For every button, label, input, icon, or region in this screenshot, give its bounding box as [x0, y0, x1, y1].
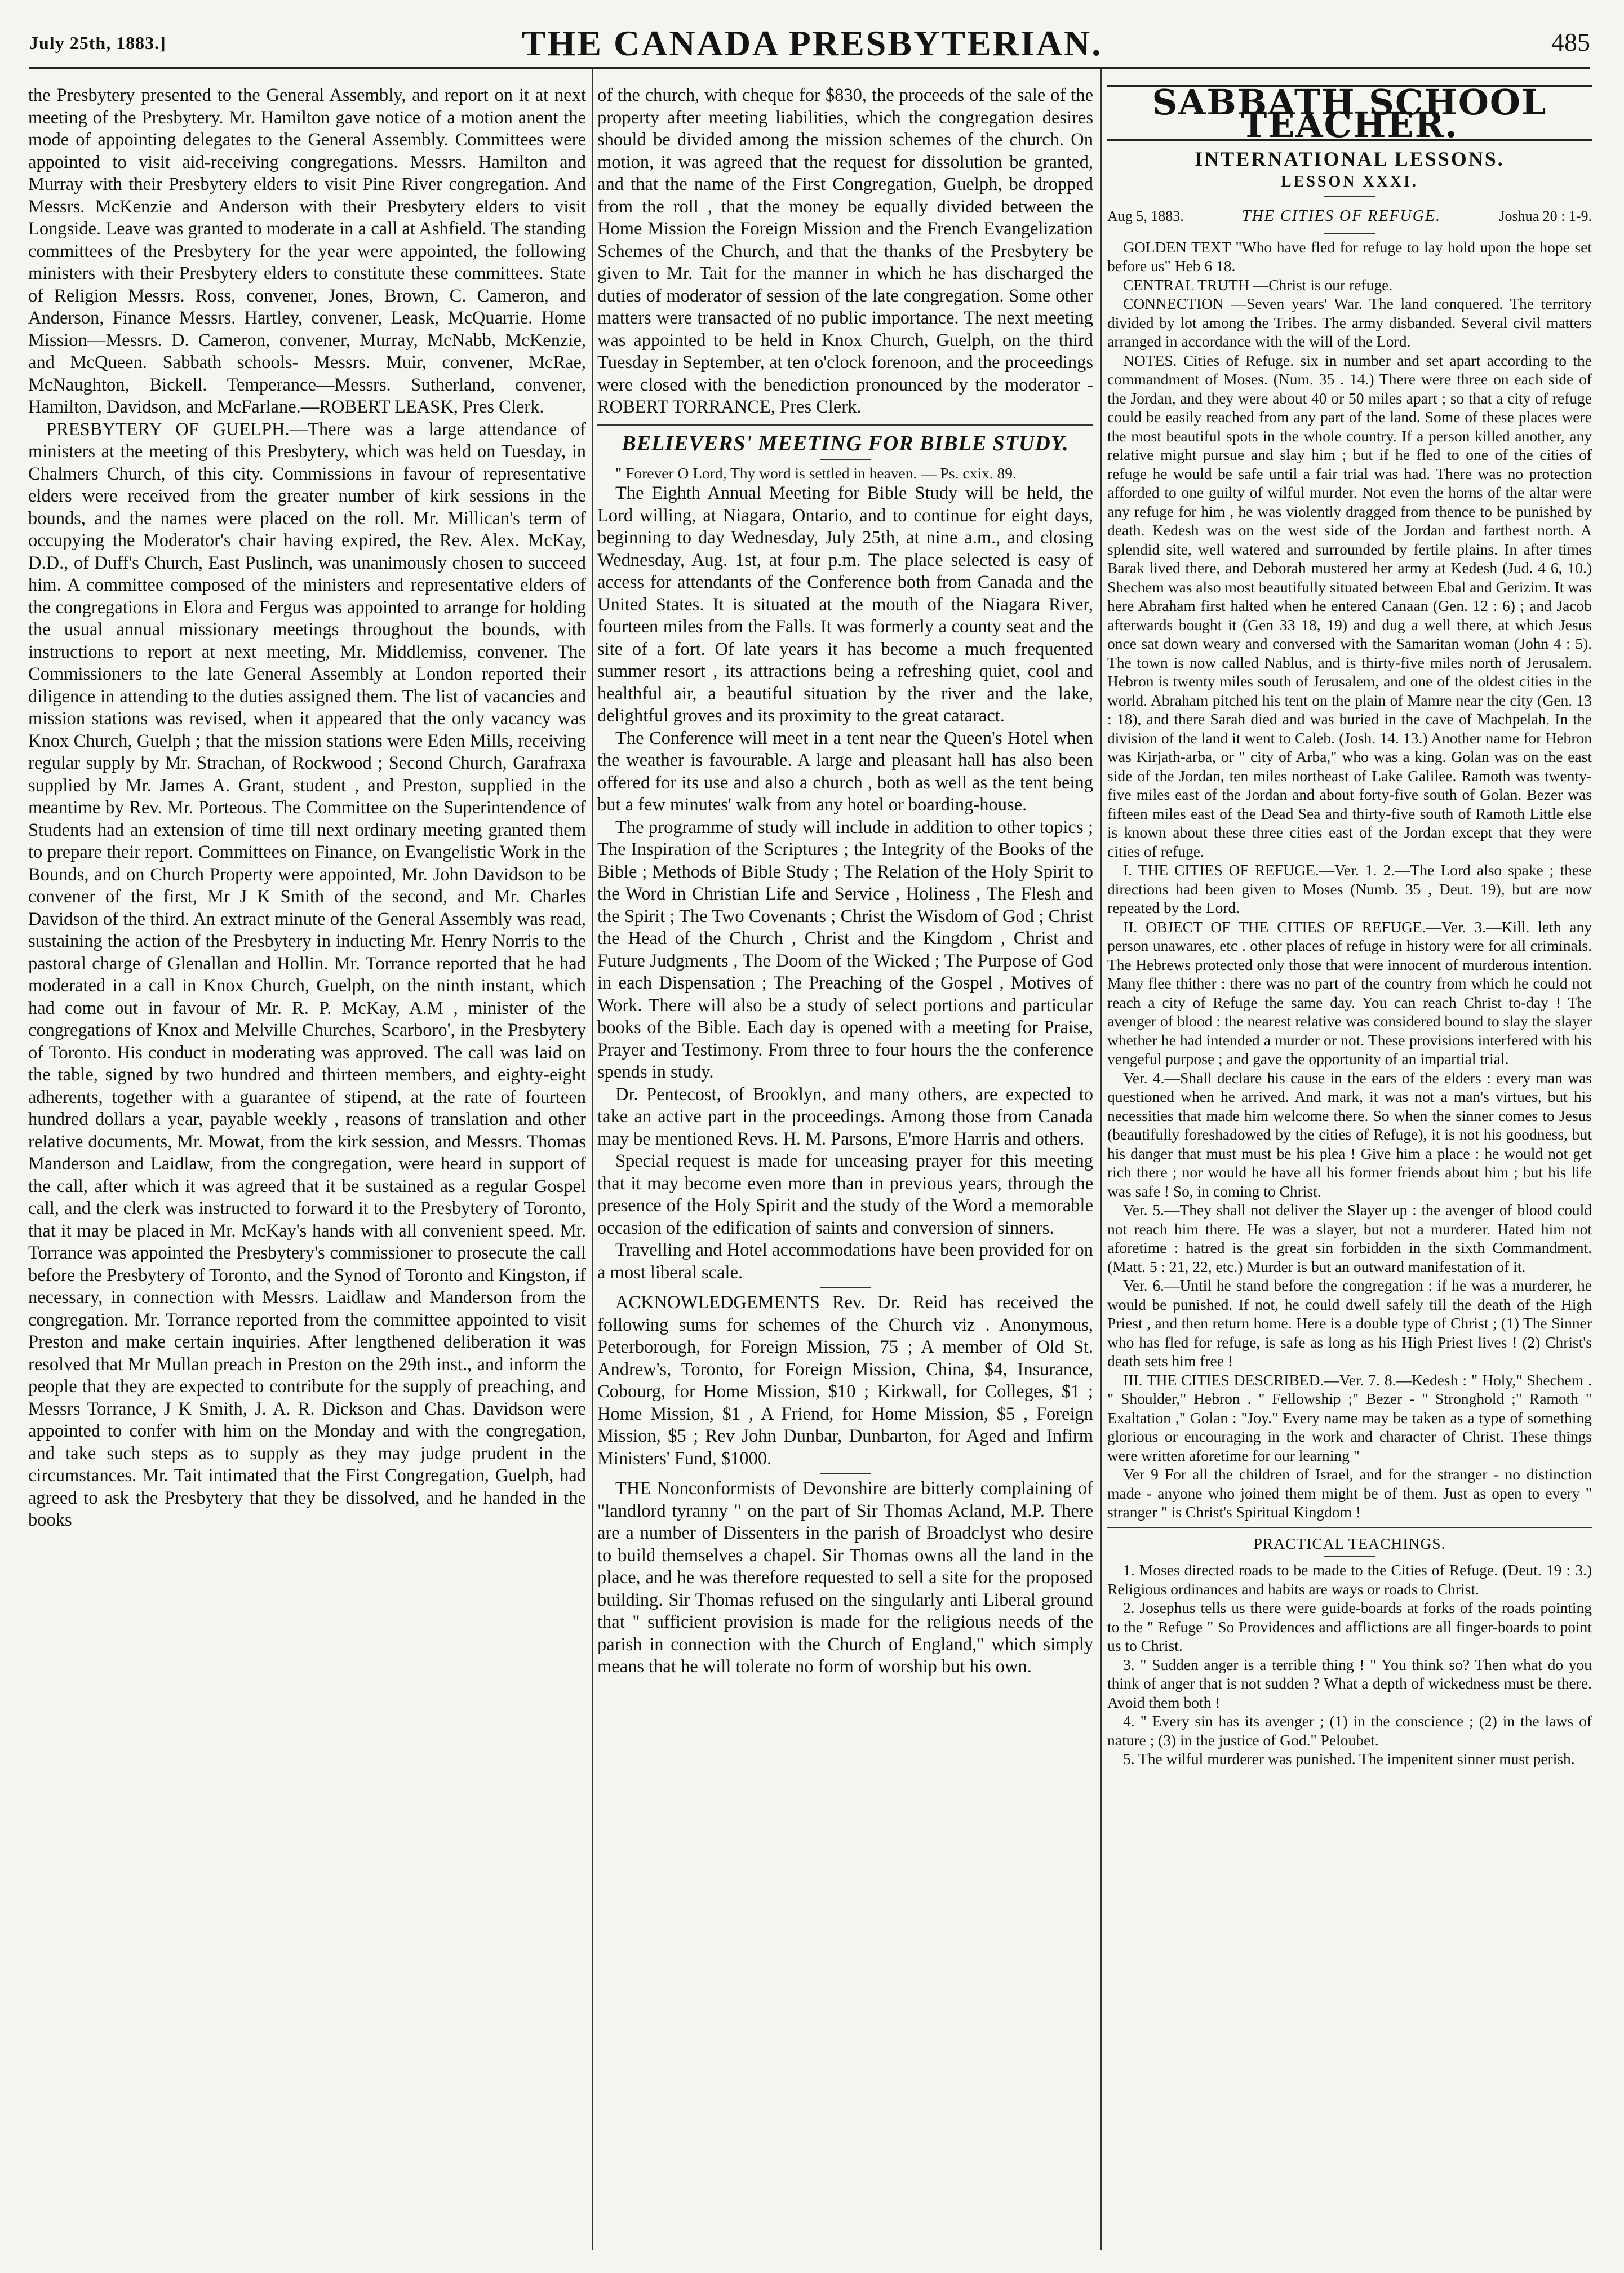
column-left	[28, 85, 586, 2239]
divider	[820, 459, 871, 460]
divider	[1324, 196, 1375, 197]
presbytery-paragraph: the Presbytery presented to the General Assembly, and report on it at next meeting of the Presbytery. Mr. Hamilton gave notice of a motion anent the mode of appointing delegates to the General Assembly. Committees were appointed to visit aid-receiving congregations. Messrs. Hamilton and Murray with their Presbytery elders to visit Pine River congregation. And Messrs. McKenzie and Anderson with their Presbytery elders to visit Longside. Leave was granted to moderate in a call at Ashfield. The standing committees of the Presbytery for the year were appointed, the following ministers with their Presbytery elders to constitute these committees. State of Religion Messrs. Ross, convener, Jones, Brown, C. Cameron, and Anderson, Finance Messrs. Hartley, convener, Leask, McQuarrie. Home Mission—Messrs. D. Cameron, convener, Murray, McNabb, McKenzie, and McQueen. Sabbath schools- Messrs. Muir, convener, McRae, McNaughton, Bickell. Temperance—Messrs. Sutherland, convener, Hamilton, Davidson, and McFarlane.—ROBERT LEASK, Pres Clerk.	[28, 85, 586, 417]
column-divider	[1100, 69, 1102, 2250]
article-paragraph: The Conference will meet in a tent near the Queen's Hotel when the weather is favourable. A large and pleasant hall has also been offered for its use and also a church , both as well as the tent being but a few minutes' walk from any hotel or boarding-house.	[597, 728, 1093, 815]
page-header	[0, 0, 1624, 68]
continued-paragraph: of the church, with cheque for $830, the proceeds of the sale of the property after meeting liabilities, which the congregation desires should be divided among the mission schemes of the church. On motion, it was agreed that the request for dissolution be granted, and that the name of the First Congregation, Guelph, be dropped from the roll , that the money be equally divided between the Home Mission the Foreign Mission and the French Evangelization Schemes of the Church, and that the thanks of the Presbytery be given to Mr. Tait for the manner in which he has discharged the duties of moderator of session of the late congregation. Some other matters were transacted of no public importance. The next meeting was appointed to be held in Knox Church, Guelph, on the third Tuesday in September, at ten o'clock forenoon, and the proceedings were closed with the benediction pronounced by the moderator - ROBERT TORRANCE, Pres Clerk.	[597, 85, 1093, 417]
central-truth: CENTRAL TRUTH —Christ is our refuge.	[1123, 276, 1393, 294]
divider	[1324, 1556, 1375, 1557]
lesson-number: LESSON XXXI.	[1280, 172, 1419, 190]
article-paragraph: Travelling and Hotel accommodations have been provided for on a most liberal scale.	[597, 1240, 1093, 1283]
lesson-paragraph: NOTES. Cities of Refuge. six in number and set apart according to the commandment of Moses. (Num. 35 . 14.) There were three on each side of the Jordan, and they were about 40 or 50 miles apart ; so that a city of refuge could be easily reached from any part of the land. Some of these places were the most beautiful spots in the whole country. If a person killed another, any relative might pursue and slay him ; but if he fled to one of the cities of refuge he would be safe until a fair trial was had. There was no protection afforded to one guilty of wilful murder. Not even the horns of the altar were any refuge for him , he was violently dragged from thence to be punished by death. Kedesh was on the west side of the Jordan and farthest north. A splendid site, well watered and surrounded by fertile plains. In after times Barak lived there, and Deborah mustered her army at Kedesh (Jud. 4 6, 10.) Shechem was also most beautifully situated between Ebal and Gerizim. It was here Abraham first halted when he entered Canaan (Gen. 12 : 6) ; and Jacob afterwards bought it (Gen 33 18, 19) and dug a well there, at which Jesus once sat down weary and conversed with the Samaritan woman (John 4 : 5). The town is now called Nablus, and is thirty-five miles north of Jerusalem. Hebron is twenty miles south of Jerusalem, and one of the oldest cities in the world. Abraham pitched his tent on the plain of Mamre near the city (Gen. 13 : 18), and there Sarah died and was buried in the cave of Machpelah. In the division of the land it went to Caleb. (Josh. 14. 13.) Another name for Hebron was Kirjath-arba, or " city of Arba," who was a king. Golan was on the east side of the Jordan, ten miles northeast of Lake Galilee. Ramoth was twenty-five miles east of the Jordan and about forty-five south of Golan. Bezer was fifteen miles east of the Dead Sea and thirty-five south of Ramoth Little else is known about these three cities east of the Jordan except that they were cities of refuge.	[1107, 351, 1592, 860]
issue-date: July 25th, 1883.]	[29, 33, 166, 53]
article-paragraph: Special request is made for unceasing prayer for this meeting that it may become even more than in previous years, through the presence of the Holy Spirit and the study of the Word a memorable occasion of the edification of saints and conversion of sinners.	[597, 1151, 1093, 1238]
divider	[820, 1287, 871, 1288]
lesson-paragraph: Ver. 4.—Shall declare his cause in the ears of the elders : every man was questioned when he arrived. And mark, it was not a man's virtues, but his necessities that made him welcome there. So when the sinner comes to Jesus (beautifully foreshadowed by the cities of Refuge), it is not his goodness, but his danger that must must be his plea ! Give him a place : he would not get rich there ; nor would he have all his former friends about him ; but his life was safe ! So, in coming to Christ.	[1107, 1069, 1592, 1200]
practical-item: 5. The wilful murderer was punished. The impenitent sinner must perish.	[1123, 1750, 1575, 1767]
golden-text: GOLDEN TEXT "Who have fled for refuge to lay hold upon the hope set before us" Heb 6 18.	[1107, 238, 1592, 274]
practical-item: 4. " Every sin has its avenger ; (1) in the conscience ; (2) in the laws of nature ; (3) in the justice of God." Peloubet.	[1107, 1712, 1592, 1749]
divider	[820, 1473, 871, 1474]
header-rule	[29, 67, 1590, 69]
divider	[1107, 1527, 1592, 1528]
practical-item: 2. Josephus tells us there were guide-boards at forks of the roads pointing to the " Refuge " So Providences and afflictions are all finger-boards to point us to Christ.	[1107, 1599, 1592, 1654]
lesson-title-row	[1107, 205, 1592, 228]
divider	[1324, 233, 1375, 234]
nonconformists-paragraph: THE Nonconformists of Devonshire are bitterly complaining of "landlord tyranny " on the part of Sir Thomas Acland, M.P. There are a number of Dissenters in the parish of Broadclyst who desire to build themselves a chapel. Sir Thomas owns all the land in the place, and he was therefore requested to sell a site for the proposed building. Sir Thomas refused on the singularly anti Liberal ground that " sufficient provision is made for the religious needs of the parish in connection with the Church of England," which simply means that he will tolerate no form of worship but his own.	[597, 1478, 1093, 1677]
lesson-paragraph: Ver 9 For all the children of Israel, and for the stranger - no distinction made - anyone who joined them might be of them. Just as open to every " stranger " is Christ's Spiritual Kingdom !	[1107, 1465, 1592, 1521]
lesson-paragraph: I. THE CITIES OF REFUGE.—Ver. 1. 2.—The Lord also spake ; these directions had been given to Moses (Numb. 35 , Deut. 19), but are now repeated by the Lord.	[1107, 861, 1592, 916]
column-divider	[592, 69, 593, 2250]
practical-heading: PRACTICAL TEACHINGS.	[1253, 1534, 1446, 1552]
page-number: 485	[1551, 28, 1590, 56]
lesson-paragraph: III. THE CITIES DESCRIBED.—Ver. 7. 8.—Kedesh : " Holy," Shechem . " Shoulder," Hebron . " Fellowship ;" Bezer - " Stronghold ;" Ramoth " Exaltation ," Golan : "Joy." Every name may be taken as a type of something glorious or encouraging in the work and character of Christ. These things were written aforetime for our learning "	[1107, 1371, 1592, 1464]
lessons-heading: INTERNATIONAL LESSONS.	[1195, 148, 1505, 170]
lesson-paragraph: Ver. 6.—Until he stand before the congregation : if he was a murderer, he would be punished. If not, he could dwell safely till the death of the High Priest , and then return home. Here is a double type of Christ ; (1) The Sinner who has fled for refuge, is safe as long as his High Priest lives ! (2) Christ's death sets him free !	[1107, 1277, 1592, 1370]
divider	[597, 424, 1093, 426]
article-paragraph: The programme of study will include in addition to other topics ; The Inspiration of the Scriptures ; the Integrity of the Books of the Bible ; Methods of Bible Study ; The Relation of the Holy Spirit to the Word in Christian Life and Service , Holiness , The Flesh and the Spirit ; The Two Covenants ; Christ the Wisdom of God ; Christ the Head of the Church , Christ and the Kingdom , Christ and Future Judgments , The Doom of the Wicked ; The Purpose of God in each Dispensation ; The Preaching of the Gospel , Motives of Work. There will also be a study of select portions and particular books of the Bible. Each day is opened with a meeting for Praise, Prayer and Testimony. From three to four hours the the conference spends in study.	[597, 817, 1093, 1082]
article-paragraph: The Eighth Annual Meeting for Bible Study will be held, the Lord willing, at Niagara, Ontario, and to continue for eight days, beginning to day Wednesday, July 25th, at nine a.m., and closing Wednesday, Aug. 1st, at four p.m. The place selected is easy of access for attendants of the Conference both from Canada and the United States. It is situated at the mouth of the Niagara River, fourteen miles from the Falls. It was formerly a county seat and the site of a fort. Of late years it has become a much frequented summer resort , its attractions being a refreshing quiet, cool and healthful air, a beautiful situation by the river and the lake, delightful groves and its proximity to the great cataract.	[597, 483, 1093, 726]
column-middle	[597, 85, 1093, 2239]
column-right	[1107, 85, 1592, 2239]
lesson-paragraph: II. OBJECT OF THE CITIES OF REFUGE.—Ver. 3.—Kill. leth any person unawares, etc . other places of refuge in history were for all criminals. The Hebrews protected only those that were innocent of murderous intention. Many flee thither : there was no part of the country from which he could not reach a city of Refuge the same day. You can reach Christ to-day ! The avenger of blood : the nearest relative was considered bound to slay the slayer whether he had intended a murder or not. These provisions interfered with his vengeful purpose ; and gave the opportunity of an impartial trial.	[1107, 918, 1592, 1067]
acknowledgements-paragraph: ACKNOWLEDGEMENTS Rev. Dr. Reid has received the following sums for schemes of the Church viz . Anonymous, Peterborough, for Foreign Mission, 75 ; A member of Old St. Andrew's, Toronto, for Foreign Mission, China, $4, Insurance, Cobourg, for Home Mission, $10 ; Kirkwall, for Colleges, $1 ; Home Mission, $1 , A Friend, for Home Mission, $5 , Foreign Mission, $5 ; Rev John Dunbar, Dunbarton, for Aged and Infirm Ministers' Fund, $1000.	[597, 1292, 1093, 1469]
lesson-date: Aug 5, 1883.	[1107, 208, 1184, 224]
lesson-title: THE CITIES OF REFUGE.	[1242, 207, 1441, 225]
practical-item: 3. " Sudden anger is a terrible thing ! " You think so? Then what do you think of anger that is not sudden ? What a depth of wickedness must be there. Avoid them both !	[1107, 1655, 1592, 1711]
sabbath-school-banner: SABBATH SCHOOL TEACHER.	[1107, 85, 1592, 141]
article-paragraph: Dr. Pentecost, of Brooklyn, and many others, are expected to take an active part in the proceedings. Among those from Canada may be mentioned Revs. H. M. Parsons, E'more Harris and others.	[597, 1084, 1093, 1149]
guelph-presbytery-paragraph: PRESBYTERY OF GUELPH.—There was a large attendance of ministers at the meeting of this Presbytery, which was held on Tuesday, in Chalmers Church, of this city. Commissions in favour of representative elders were received from the greater number of kirk sessions in the bounds, and the names were placed on the roll. Mr. Millican's term of occupying the Moderator's chair having expired, the Rev. Alex. McKay, D.D., of Duff's Church, East Puslinch, was unanimously chosen to succeed him. A committee composed of the ministers and representative elders of the congregations in Elora and Fergus was appointed to arrange for holding the usual annual missionary meetings throughout the bounds, with instructions to report at next meeting, Mr. Middlemiss, convener. The Commissioners to the late General Assembly at London reported their diligence in attending to the duties assigned them. The list of vacancies and mission stations was revised, when it appeared that the only vacancy was Knox Church, Guelph ; that the mission stations were Eden Mills, receiving regular supply by Mr. Strachan, of Rockwood ; Second Church, Garafraxa supplied by Mr. James A. Grant, student , and Preston, supplied in the meantime by Rev. Mr. Porteous. The Committee on the Superintendence of Students had an extension of time till next ordinary meeting granted them to prepare their report. Committees on Finance, on Evangelistic Work in the Bounds, and on Church Property were appointed, Mr. John Davidson to be convener of the first, Mr J K Smith of the second, and Mr. Charles Davidson of the third. An extract minute of the General Assembly was read, sustaining the action of the Presbytery in inducting Mr. Henry Norris to the pastoral charge of Glenallan and Hollin. Mr. Torrance reported that he had moderated in a call in Knox Church, Guelph, on the ninth instant, which had come out in favour of Mr. R. P. McKay, A.M , minister of the congregations of Knox and Melville Churches, Scarboro', in the Presbytery of Toronto. His conduct in moderating was approved. The call was laid on the table, signed by two hundred and thirteen members, and eighty-eight adherents, together with a guarantee of stipend, at the rate of fourteen hundred dollars a year, payable weekly , reasons of translation and other relative documents, Mr. Mowat, from the kirk session, and Messrs. Thomas Manderson and Laidlaw, from the congregation, were heard in support of the call, after which it was agreed that it be sustained as a regular Gospel call, and the clerk was instructed to forward it to the Presbytery of Toronto, that it may be placed in Mr. McKay's hands with all convenient speed. Mr. Torrance was appointed the Presbytery's commissioner to prosecute the call before the Presbytery of Toronto, and the Synod of Toronto and Kingston, if necessary, in connection with Messrs. Laidlaw and Manderson from the congregation. Mr. Torrance reported from the committee appointed to visit Preston and make certain inquiries. After lengthened deliberation it was resolved that Mr Mullan preach in Preston on the 29th inst., and inform the people that they are expected to contribute for the supply of preaching, and Messrs Torrance, J K Smith, J. A. R. Dickson and Chas. Davidson were appointed to confer with him on the Monday and with the congregation, and take such steps as to supply as they may judge prudent in the circumstances. Mr. Tait intimated that the First Congregation, Guelph, had agreed to ask the Presbytery that they be dissolved, and he handed in the books	[28, 419, 586, 1530]
newspaper-title: THE CANADA PRESBYTERIAN.	[521, 23, 1103, 63]
lesson-paragraph: CONNECTION —Seven years' War. The land conquered. The territory divided by lot among the Tribes. The army disbanded. Several civil matters arranged in accordance with the will of the Lord.	[1107, 295, 1592, 350]
practical-item: 1. Moses directed roads to be made to the Cities of Refuge. (Deut. 19 : 3.) Religious ordinances and habits are ways or roads to Christ.	[1107, 1561, 1592, 1598]
epigraph: " Forever O Lord, Thy word is settled in heaven. — Ps. cxix. 89.	[615, 464, 1017, 482]
section-title: BELIEVERS' MEETING FOR BIBLE STUDY.	[622, 431, 1069, 455]
lesson-reference: Joshua 20 : 1-9.	[1499, 208, 1592, 224]
lesson-paragraph: Ver. 5.—They shall not deliver the Slayer up : the avenger of blood could not reach him there. He was a slayer, but not a murderer. Hated him not aforetime : hatred is the great sin forbidden in the sixth Commandment. (Matt. 5 : 21, 22, etc.) Murder is but an outward manifestation of it.	[1107, 1201, 1592, 1275]
